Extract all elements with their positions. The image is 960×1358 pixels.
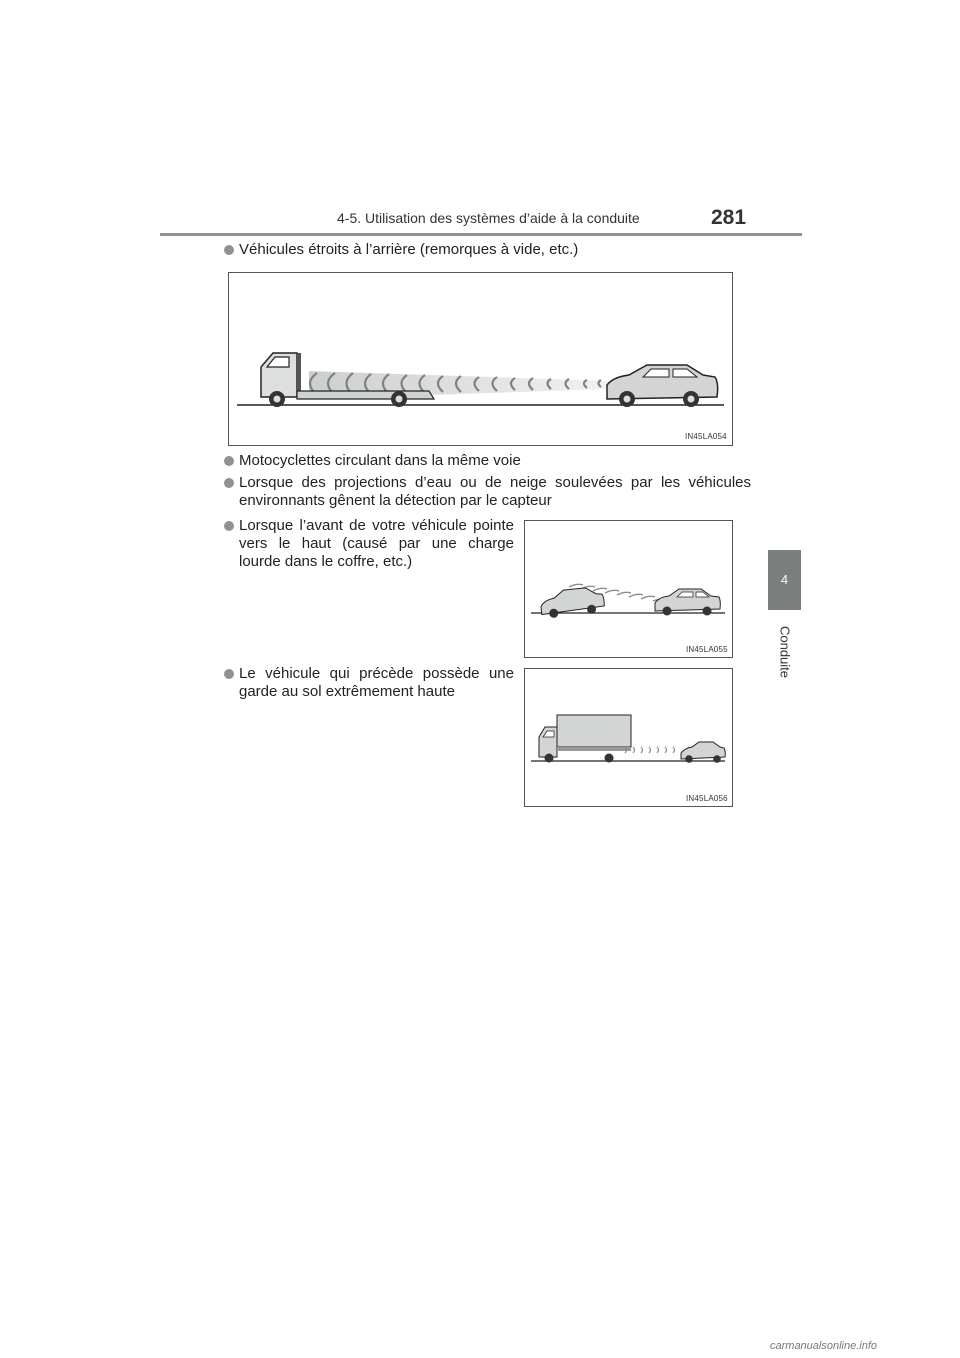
chapter-label: Conduite: [777, 625, 792, 679]
bullet-dot: [224, 521, 234, 531]
figure-code: IN45LA056: [686, 794, 728, 803]
figure-nose-up: [524, 520, 733, 658]
list-item-text: Lorsque des projections d’eau ou de neige soulevées par les véhicules environnants gênent la détection par le capteur: [239, 474, 751, 509]
figure-high-clearance: [524, 668, 733, 807]
high-clearance-illustration: [525, 669, 732, 806]
list-item-text: Le véhicule qui précède possède une garde au sol extrêmement haute: [239, 665, 514, 700]
header-rule: [160, 233, 802, 236]
figure-code: IN45LA055: [686, 645, 728, 654]
list-item: [224, 241, 754, 261]
page-header: [160, 206, 802, 236]
bullet-dot: [224, 478, 234, 488]
list-item: [224, 517, 516, 577]
figure-code: IN45LA054: [685, 432, 727, 441]
chapter-tab: 4: [768, 550, 801, 610]
empty-trailer-illustration: [229, 273, 732, 445]
list-item-text: Véhicules étroits à l’arrière (remorques à vide, etc.): [239, 241, 579, 258]
chapter-tab-label: [768, 612, 801, 692]
bullet-dot: [224, 456, 234, 466]
page-number: 281: [711, 206, 747, 229]
nose-up-illustration: [525, 521, 732, 657]
bullet-dot: [224, 245, 234, 255]
list-item: [224, 665, 516, 705]
figure-empty-trailer: [228, 272, 733, 446]
watermark: carmanualsonline.info: [770, 1340, 878, 1352]
section-title: 4-5. Utilisation des systèmes d’aide à la conduite: [337, 210, 640, 226]
list-item: [224, 474, 754, 514]
bullet-dot: [224, 669, 234, 679]
list-item-text: Lorsque l’avant de votre véhicule pointe vers le haut (causé par une charge lourde dans le coffre, etc.): [239, 517, 514, 570]
list-item-text: Motocyclettes circulant dans la même voie: [239, 452, 521, 469]
list-item: [224, 452, 754, 472]
